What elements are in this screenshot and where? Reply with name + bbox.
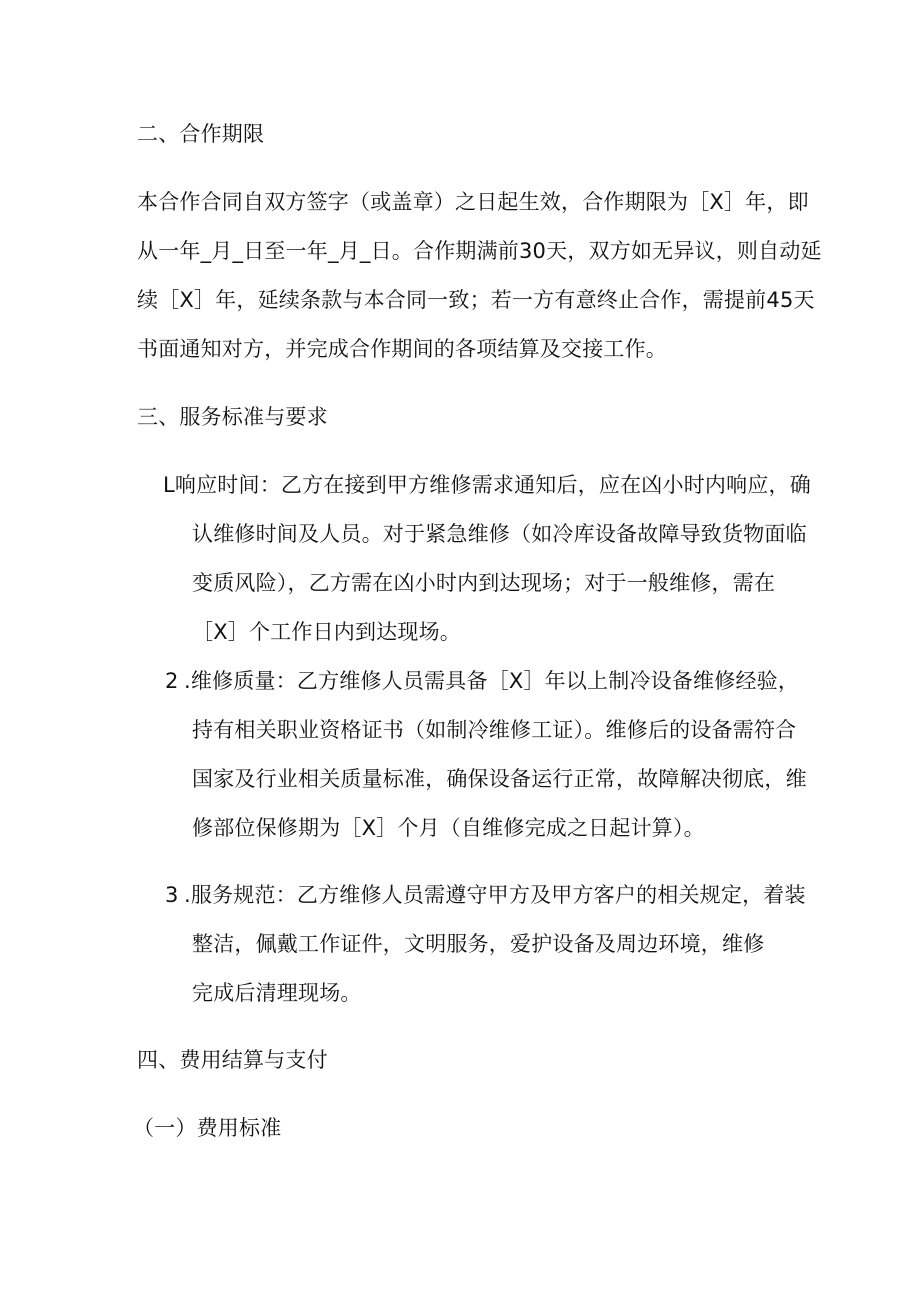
list-item-line: L响应时间：乙方在接到甲方维修需求通知后，应在凶小时内响应，确 [163, 473, 811, 497]
list-item-number: 2 [165, 669, 179, 693]
subsection-heading-fee-standard: （一）费用标准 [133, 1116, 282, 1140]
section-heading-service-standards: 三、服务标准与要求 [137, 405, 328, 429]
paragraph-line: 从一年_月_日至一年_月_日。合作期满前30天，双方如无异议，则自动延 [137, 239, 822, 263]
paragraph-line: 本合作合同自双方签字（或盖章）之日起生效，合作期限为［X］年，即 [137, 190, 809, 214]
list-item-number: 3 [165, 883, 179, 907]
list-item-line: 整洁，佩戴工作证件，文明服务，爱护设备及周边环境，维修 [192, 932, 765, 956]
list-item-line: 持有相关职业资格证书（如制冷维修工证）。维修后的设备需符合 [192, 718, 797, 742]
list-item-line: .维修质量：乙方维修人员需具备［X］年以上制冷设备维修经验， [184, 669, 800, 693]
list-item-line: 国家及行业相关质量标准，确保设备运行正常，故障解决彻底，维 [192, 767, 807, 791]
section-heading-term: 二、合作期限 [137, 122, 265, 146]
paragraph-line: 书面通知对方，并完成合作期间的各项结算及交接工作。 [137, 337, 667, 361]
list-item-line: ［X］个工作日内到达现场。 [192, 620, 461, 644]
list-item-line: 认维修时间及人员。对于紧急维修（如冷库设备故障导致货物面临 [192, 522, 807, 546]
list-item-line: .服务规范：乙方维修人员需遵守甲方及甲方客户的相关规定，着装 [184, 883, 806, 907]
list-item-line: 完成后清理现场。 [192, 981, 362, 1005]
list-item-line: 变质风险），乙方需在凶小时内到达现场；对于一般维修，需在 [192, 571, 776, 595]
paragraph-line: 续［X］年，延续条款与本合同一致；若一方有意终止合作，需提前45天 [137, 288, 815, 312]
list-item-line: 修部位保修期为［X］个月（自维修完成之日起计算）。 [192, 816, 705, 840]
section-heading-payment: 四、费用结算与支付 [137, 1048, 328, 1072]
